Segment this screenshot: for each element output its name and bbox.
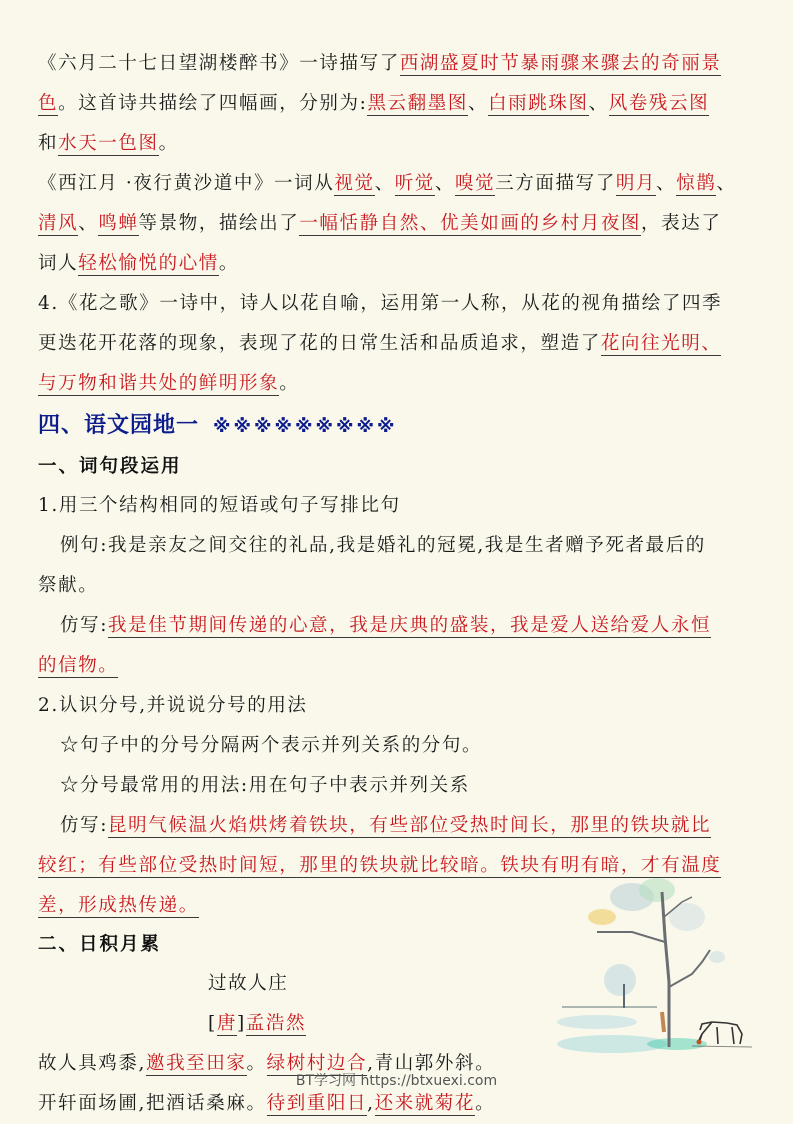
answer-text: 我是佳节期间传递的心意，我是庆典的盛装，我是爱人送给爱人永恒 [108,615,712,636]
separator: 。 [246,1053,267,1074]
bracket: [ [208,1013,217,1034]
answer-text: 风卷残云图 [608,93,710,114]
section-heading [38,404,758,448]
bracket: ] [236,1013,246,1034]
text: 等景物，描绘出了 [138,213,300,234]
answer-text: 较红；有些部位受热时间短，那里的铁块就比较暗。铁块有明有暗，才有温度 [38,855,722,876]
imitate-line1 [38,606,758,646]
answer-text: 轻松愉悦的心情 [78,253,219,274]
p1-line1 [38,44,758,84]
answer-text: 差，形成热传递。 [38,895,199,916]
answer-text: 视觉 [334,173,375,194]
answer-text: 还来就菊花 [374,1093,476,1114]
watercolor-tree-horse-icon [552,862,764,1067]
answer-text: 嗅觉 [455,173,496,194]
imitate-line2 [38,646,758,686]
poem-title: 过故人庄 [208,973,289,994]
answer-text: 白雨跳珠图 [488,93,589,114]
separator: 、 [588,93,609,114]
text: 《六月二十七日望湖楼醉书》一诗描写了 [38,53,400,74]
watermark: BT学习网 https://btxuexi.com [295,1073,498,1089]
text: 开轩面场圃,把酒话桑麻。 [38,1093,267,1114]
poem-dynasty: 唐 [216,1013,237,1034]
answer-text: 西湖盛夏时节暴雨骤来骤去的奇丽景 [399,53,722,74]
item2-title: 2.认识分号,并说说分号的用法 [38,695,308,716]
text: 。 [158,133,179,154]
imitate-label: 仿写: [60,615,109,636]
answer-text: 惊鹊 [676,173,717,194]
text: 三方面描写了 [495,173,616,194]
answer-text: 黑云翻墨图 [367,93,468,114]
answer-text: 听觉 [394,173,435,194]
poem-author: 孟浩然 [245,1013,307,1034]
text: 更迭花开花落的现象，表现了花的日常生活和品质追求，塑造了 [38,333,601,354]
separator: 、 [656,173,677,194]
text: 词人 [38,253,79,274]
section-title: 四、语文园地一 [38,413,200,438]
p1-line2 [38,84,758,124]
text: ,青山郭外斜。 [367,1053,496,1074]
p2-line3 [38,244,758,284]
item1-title: 1.用三个结构相同的短语或句子写排比句 [38,495,401,516]
answer-text: 的信物。 [38,655,119,676]
answer-text: 明月 [615,173,657,194]
decorative-stars: ※※※※※※※※※ [213,416,398,437]
example-line2: 祭献。 [38,575,99,596]
separator: , [367,1093,375,1114]
text: ，表达了 [641,213,722,234]
subsection-heading-2: 二、日积月累 [38,934,162,955]
answer-text: 昆明气候温火焰烘烤着铁块，有些部位受热时间长，那里的铁块就比 [108,815,712,836]
subsection-heading-1: 一、词句段运用 [38,456,182,477]
p3-line2 [38,324,758,364]
text: 。 [279,373,300,394]
answer-text: 与万物和谐共处的鲜明形象 [38,373,280,394]
p2-line1 [38,164,758,204]
answer-text: 水天一色图 [58,133,159,154]
text: 。这首诗共描绘了四幅画，分别为: [58,93,368,114]
point2: ☆分号最常用的用法:用在句子中表示并列关系 [60,775,470,796]
separator: 、 [716,173,737,194]
answer-text: 一幅恬静自然、优美如画的乡村月夜图 [299,213,642,234]
separator: 、 [434,173,455,194]
answer-text: 鸣蝉 [98,213,139,234]
answer-text: 清风 [38,213,79,234]
p3-line1: 4.《花之歌》一诗中，诗人以花自喻，运用第一人称，从花的视角描绘了四季 [38,293,723,314]
answer-text: 邀我至田家 [145,1053,247,1074]
separator: 、 [78,213,99,234]
text: 。 [218,253,240,274]
example-line1: 例句:我是亲友之间交往的礼品,我是婚礼的冠冕,我是生者赠予死者最后的 [60,535,706,556]
imitate2-line1 [38,806,758,846]
point1: ☆句子中的分号分隔两个表示并列关系的分句。 [60,735,483,756]
imitate-label: 仿写: [60,815,109,836]
text: 和 [38,133,59,154]
p3-line3 [38,364,758,404]
answer-text: 待到重阳日 [266,1093,368,1114]
p1-line3 [38,124,758,164]
p2-line2 [38,204,758,244]
poem-line2 [38,1084,758,1124]
text: 。 [475,1093,496,1114]
answer-text: 色 [38,93,59,114]
answer-text: 绿树村边合 [266,1053,368,1074]
separator: 、 [374,173,395,194]
text: 故人具鸡黍, [38,1053,146,1074]
answer-text: 花向往光明、 [600,333,722,354]
text: 《西江月 ·夜行黄沙道中》一词从 [38,173,335,194]
separator: 、 [467,93,489,114]
